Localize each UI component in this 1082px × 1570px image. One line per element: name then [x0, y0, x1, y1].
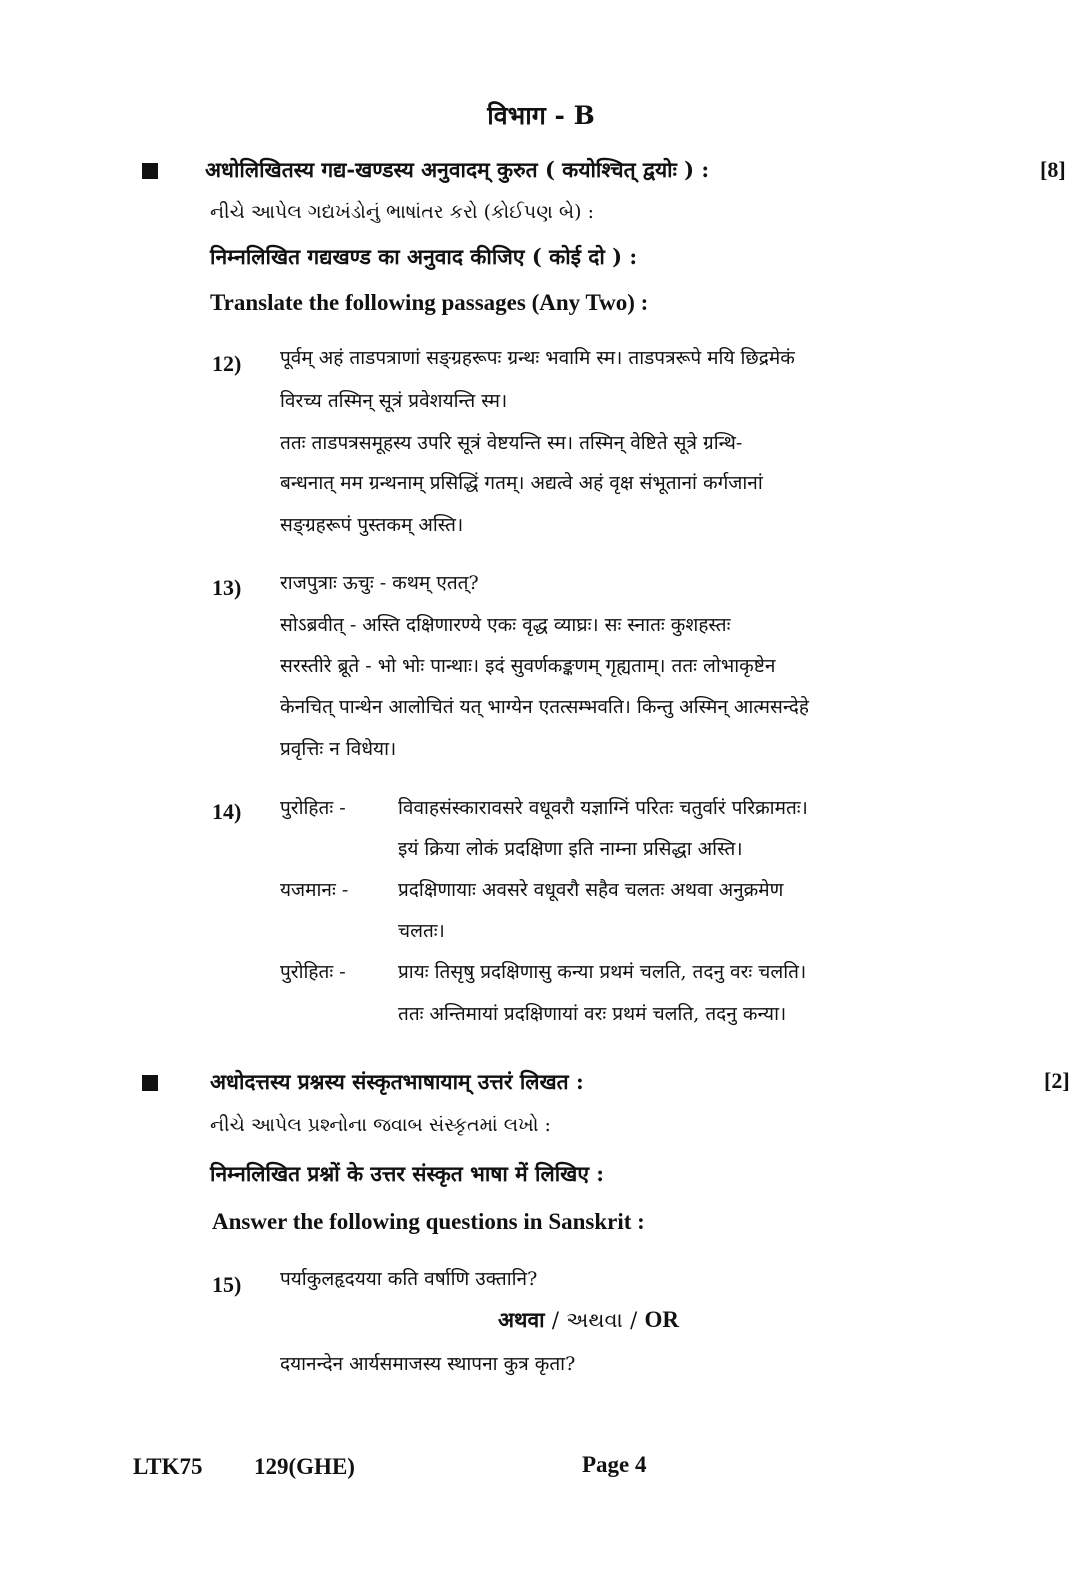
section2-instruction-sanskrit: अधोदत्तस्य प्रश्नस्य संस्कृतभाषायाम् उत्तरं लिखत : — [210, 1069, 584, 1094]
bullet-icon — [142, 163, 158, 179]
section1-instruction-gujarati: નીચે આપેલ ગદ્યખંડોનું ભાષાંતર કરો (કોઈપણ બે) : — [210, 201, 594, 223]
or-english: OR — [644, 1307, 679, 1332]
footer-page: Page 4 — [582, 1452, 647, 1477]
dialogue-line: चलतः। — [398, 920, 445, 942]
question-number-13: 13) — [212, 575, 242, 600]
q13-line: प्रवृत्तिः न विधेया। — [280, 738, 397, 760]
section2-instruction-english: Answer the following questions in Sanskrit : — [212, 1209, 645, 1234]
q12-line: ततः ताडपत्रसमूहस्य उपरि सूत्रं वेष्टयन्ति स्म। तस्मिन् वेष्टिते सूत्रे ग्रन्थि- — [280, 432, 743, 454]
dialogue-speaker: पुरोहितः - — [280, 961, 346, 983]
question-number-15: 15) — [212, 1272, 242, 1297]
q13-line: सोऽब्रवीत् - अस्ति दक्षिणारण्ये एकः वृद्ध व्याघ्रः। सः स्नातः कुशहस्तः — [280, 614, 731, 636]
or-sep: / — [630, 1308, 638, 1332]
or-gujarati: અથવા — [566, 1308, 623, 1332]
dialogue-line: प्रदक्षिणायाः अवसरे वधूवरौ सहैव चलतः अथवा अनुक्रमेण — [398, 879, 784, 901]
q12-line: बन्धनात् मम ग्रन्थनाम् प्रसिद्धिं गतम्। अद्यत्वे अहं वृक्ष संभूतानां कर्गजानां — [280, 472, 763, 494]
or-separator — [498, 1306, 679, 1334]
question-number-14: 14) — [212, 799, 242, 824]
section1-instruction-english: Translate the following passages (Any Two) : — [210, 290, 649, 315]
dialogue-speaker: यजमानः - — [280, 879, 349, 901]
q12-line: सङ्ग्रहरूपं पुस्तकम् अस्ति। — [280, 514, 464, 536]
or-sep: / — [551, 1308, 559, 1332]
section1-marks: [8] — [1040, 157, 1066, 182]
footer-paper: 129(GHE) — [254, 1454, 355, 1479]
section1-instruction-sanskrit: अधोलिखितस्य गद्य-खण्डस्य अनुवादम् कुरुत ( कयोश्चित् द्वयोः ) : — [205, 157, 710, 182]
section2-instruction-hindi: निम्नलिखित प्रश्नों के उत्तर संस्कृत भाषा में लिखिए : — [210, 1161, 605, 1186]
dialogue-line: प्रायः तिसृषु प्रदक्षिणासु कन्या प्रथमं चलति, तदनु वरः चलति। — [398, 961, 807, 983]
section-title: विभाग - B — [487, 101, 595, 130]
q15-line: दयानन्देन आर्यसमाजस्य स्थापना कुत्र कृता? — [280, 1353, 576, 1375]
dialogue-line: ततः अन्तिमायां प्रदक्षिणायां वरः प्रथमं चलति, तदनु कन्या। — [398, 1003, 787, 1025]
q12-line: विरच्य तस्मिन् सूत्रं प्रवेशयन्ति स्म। — [280, 390, 508, 412]
q12-line: पूर्वम् अहं ताडपत्राणां सङ्ग्रहरूपः ग्रन्थः भवामि स्म। ताडपत्ररूपे मयि छिद्रमेकं — [280, 347, 795, 369]
dialogue-line: विवाहसंस्कारावसरे वधूवरौ यज्ञाग्निं परितः चतुर्वारं परिक्रामतः। — [398, 797, 808, 819]
footer-code: LTK75 — [133, 1454, 203, 1479]
dialogue-line: इयं क्रिया लोकं प्रदक्षिणा इति नाम्ना प्रसिद्धा अस्ति। — [398, 838, 743, 860]
section2-instruction-gujarati: નીચે આપેલ પ્રશ્નોના જવાબ સંસ્કૃતમાં લખો : — [210, 1114, 551, 1136]
q13-line: सरस्तीरे ब्रूते - भो भोः पान्थाः। इदं सुवर्णकङ्कणम् गृह्यताम्। ततः लोभाकृष्टेन — [280, 655, 776, 677]
q15-line: पर्याकुलहृदयया कति वर्षाणि उक्तानि? — [280, 1268, 538, 1290]
section1-instruction-hindi: निम्नलिखित गद्यखण्ड का अनुवाद कीजिए ( कोई दो ) : — [210, 244, 638, 269]
bullet-icon — [142, 1075, 158, 1091]
q13-line: केनचित् पान्थेन आलोचितं यत् भाग्येन एतत्सम्भवति। किन्तु अस्मिन् आत्मसन्देहे — [280, 696, 809, 718]
question-number-12: 12) — [212, 351, 242, 376]
dialogue-speaker: पुरोहितः - — [280, 797, 346, 819]
q13-line: राजपुत्राः ऊचुः - कथम् एतत्? — [280, 572, 479, 594]
or-hindi: अथवा — [498, 1307, 545, 1332]
section2-marks: [2] — [1044, 1068, 1070, 1093]
